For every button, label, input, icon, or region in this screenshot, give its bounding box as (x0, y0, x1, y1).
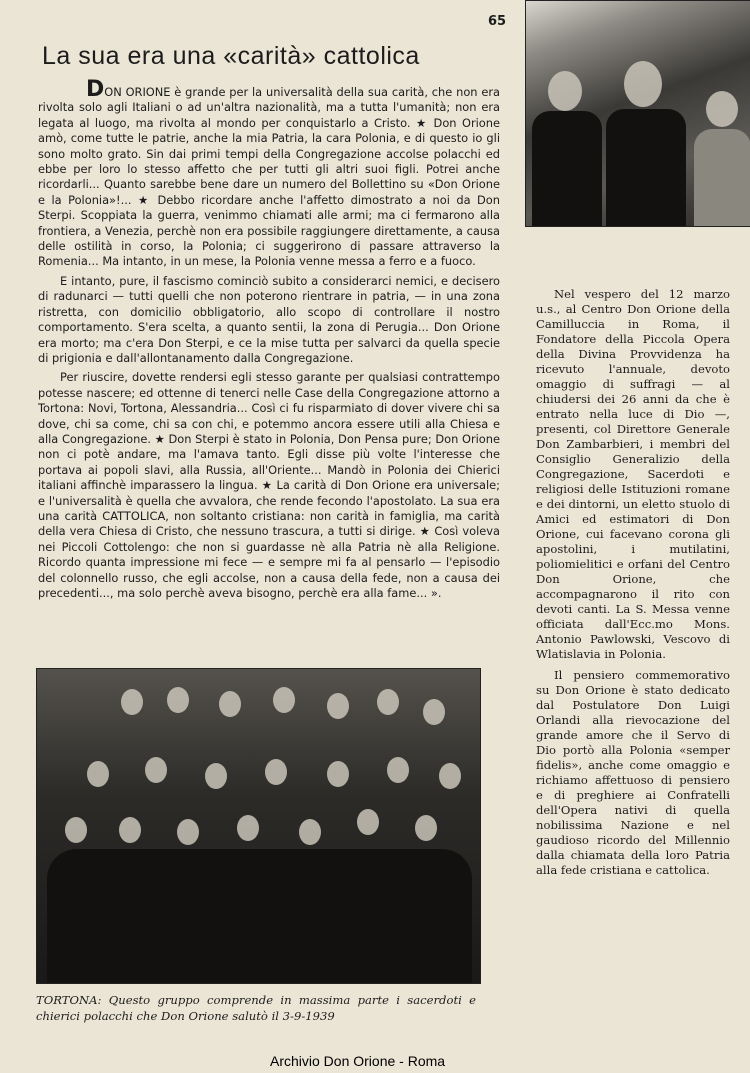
article-paragraph-text: ON ORIONE è grande per la universalità della sua carità, che non era rivolta solo agli Italiani o ad un'altra nazionalità, ma a tutta l'umanità; non era legata al luogo, ma rivolta al mondo per conquistarlo a Cristo. ★ Don Orione amò, come tutte le patrie, anche la mia Patria, la cara Polonia, e di questo io gli sono molto grato. Sin dai primi tempi della Congregazione accolse polacchi ed ebbe per loro lo stesso affetto che per tutti gli altri suoi figli. Potrei anche ricordarli... Quanto sarebbe bene dare un numero del Bollettino su «Don Orione e la Polonia»!... ★ Debbo ricordare anche l'affetto dimostrato a noi da Don Sterpi. Scoppiata la guerra, venimmo chiamati alle armi; ma ci fermarono alla frontiera, a Venezia, perchè non era possibile raggiungere direttamente, a causa delle ostilità in corso, la Polonia; ci suggerirono di passare attraverso la Romenia... Ma intanto, in un mese, la Polonia venne messa a ferro e a fuoco. (38, 85, 500, 269)
photo-figure (357, 809, 379, 835)
article-body (38, 77, 500, 605)
photo-figure (624, 61, 662, 107)
photo-figure (237, 815, 259, 841)
photo-figure (532, 111, 602, 226)
photo-figure (65, 817, 87, 843)
group-photo (36, 668, 481, 984)
photo-figure (423, 699, 445, 725)
dropcap: D (86, 77, 105, 102)
photo-figure (327, 761, 349, 787)
crowd-photo (525, 0, 750, 227)
archive-footer: Archivio Don Orione - Roma (270, 1053, 446, 1069)
photo-caption: TORTONA: Questo gruppo comprende in massima parte i sacerdoti e chierici polacchi che Don Orione salutò il 3-9-1939 (36, 993, 476, 1023)
photo-figure (299, 819, 321, 845)
photo-figure (87, 761, 109, 787)
page-number: 65 (488, 14, 507, 29)
photo-figure (706, 91, 738, 127)
photo-figure (119, 817, 141, 843)
photo-figure (177, 819, 199, 845)
photo-figure (265, 759, 287, 785)
photo-figure (415, 815, 437, 841)
photo-figure (47, 849, 472, 983)
photo-figure (377, 689, 399, 715)
photo-figure (273, 687, 295, 713)
photo-figure (694, 129, 750, 226)
photo-figure (327, 693, 349, 719)
article-paragraph: Per riuscire, dovette rendersi egli stesso garante per qualsiasi contrattempo potesse nascere; ed ottenne di tenerci nelle Case della Congregazione attorno a Tortona: Novi, Tortona, Alessandria... Così ci fu risparmiato di dover vivere chi sa dove, chi sa come, chi sa con chi, e potemmo ancora essere utili alla Chiesa e alla Congregazione. ★ Don Sterpi è stato in Polonia, Don Pensa pure; Don Orione non ci potè andare, ma l'amava tanto. Egli disse più volte l'interesse che portava ai popoli slavi, alla Russia, all'Oriente... Mandò in Polonia dei Chierici italiani affinchè imparassero la lingua. ★ La carità di Don Orione era universale; e l'universalità è quella che avvalora, che rende fecondo l'apostolato. La sua era una carità CATTOLICA, non soltanto cristiana: non carità in famiglia, ma carità della vera Chiesa di Cristo, che nessuno trascura, a tutti si dirige. ★ Così voleva nei Piccoli Cottolengo: che non si guardasse nè alla Patria nè alla Religione. Ricordo quanta impressione mi fece — e sempre mi fa al pensarlo — l'episodio del colonnello russo, che egli accolse, non a causa della fede, non a causa dei precedenti..., ma solo perchè aveva bisogno, perchè era alla fame... ». (38, 370, 500, 600)
article-paragraph: E intanto, pure, il fascismo cominciò subito a considerarci nemici, e decisero di radunarci — tutti quelli che non poterono rientrare in patria, — in una zona ristretta, con domicilio obbligatorio, allo scopo di controllare il nostro comportamento. S'era scelta, a quanto sentii, la zona di Perugia... Don Orione era morto; ma c'era Don Sterpi, e ce la mise tutta per salvarci da quella specie di prigionia e dall'allontanamento dalla Congregazione. (38, 273, 500, 365)
page-title: La sua era una «carità» cattolica (42, 42, 420, 70)
photo-figure (167, 687, 189, 713)
article-paragraph (38, 77, 500, 270)
photo-figure (219, 691, 241, 717)
photo-figure (548, 71, 582, 111)
photo-figure (205, 763, 227, 789)
photo-figure (606, 109, 686, 226)
sidebar-paragraph: Nel vespero del 12 marzo u.s., al Centro Don Orione della Camilluccia in Roma, il Fondatore della Piccola Opera della Divina Provvidenza ha ricevuto l'annuale, devoto omaggio di suffragi — al chiudersi dei 26 anni da che è entrato nella luce di Dio —, presenti, col Direttore Generale Don Zambarbieri, i membri del Consiglio Generalizio della Congregazione, Sacerdoti e religiosi delle Istituzioni romane e dei dintorni, un eletto stuolo di Amici ed estimatori di Don Orione, cui facevano corona gli apostolini, i mutilatini, poliomielitici e orfani del Centro Don Orione, che accompagnarono il rito con devoti canti. La S. Messa venne officiata dall'Ecc.mo Mons. Antonio Pawlowski, Vescovo di Wlatislavia in Polonia. (536, 287, 730, 661)
photo-figure (387, 757, 409, 783)
photo-figure (439, 763, 461, 789)
sidebar-column (536, 287, 730, 884)
sidebar-paragraph: Il pensiero commemorativo su Don Orione è stato dedicato dal Postulatore Don Luigi Orlandi alla rievocazione del grande amore che il Servo di Dio portò alla Polonia «semper fidelis», anche come omaggio e richiamo affettuoso di pensiero e di preghiere ai Confratelli dell'Opera nativi di quella nobilissima Nazione e nel gaudioso ricordo del Millennio dalla chiamata della loro Patria alla fede cristiana e cattolica. (536, 668, 730, 877)
photo-figure (145, 757, 167, 783)
photo-figure (121, 689, 143, 715)
